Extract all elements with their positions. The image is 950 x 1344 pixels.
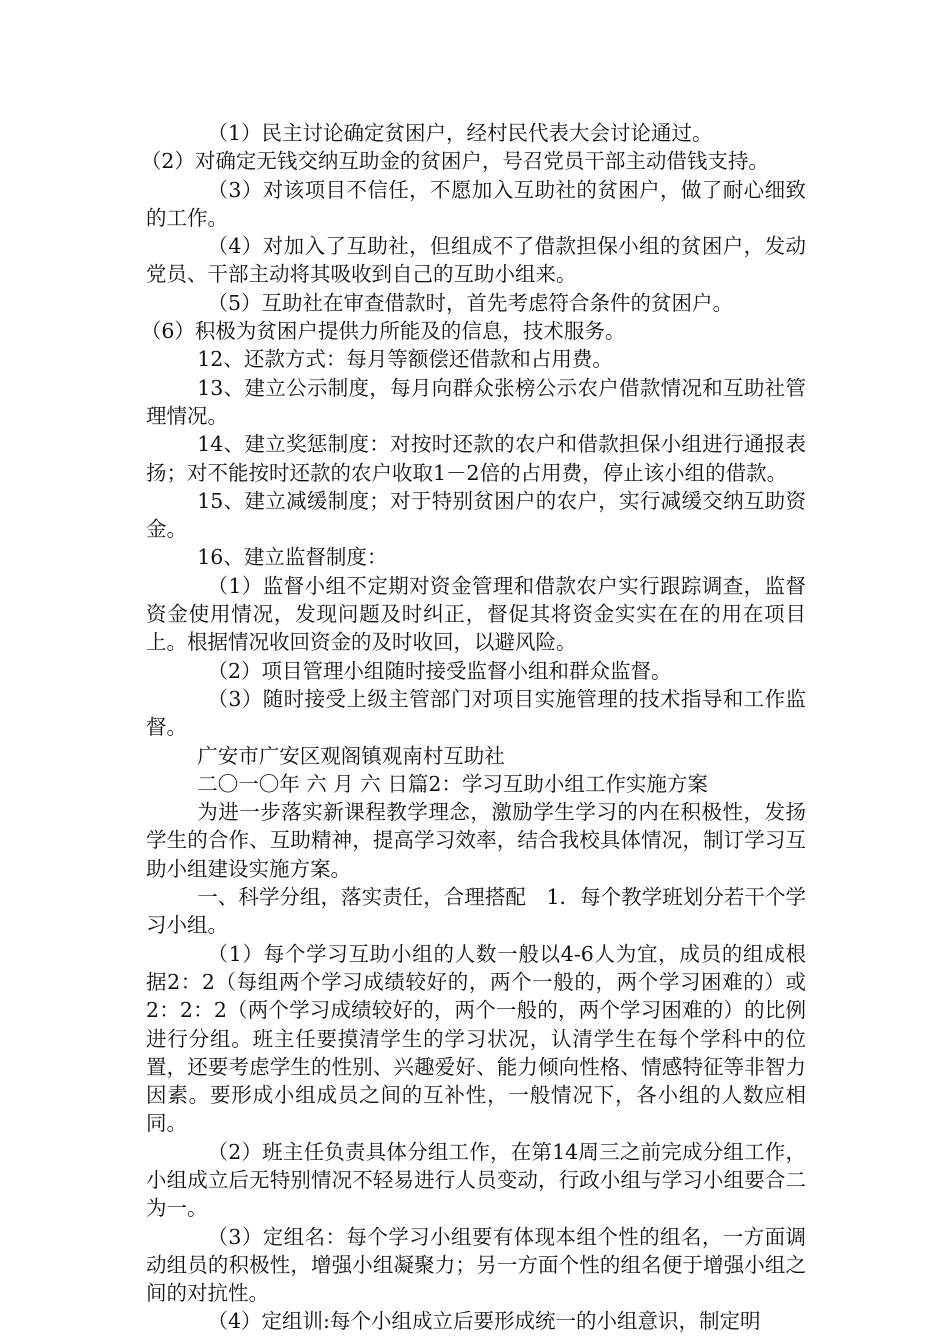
paragraph-1: （1）民主讨论确定贫困户，经村民代表大会讨论通过。 <box>207 121 713 145</box>
paragraph-14: （3）随时接受上级主管部门对项目实施管理的技术指导和工作监督。 <box>146 686 806 740</box>
paragraph-10: 15、建立减缓制度；对于特别贫困户的农户，实行减缓交纳互助资金。 <box>146 488 806 542</box>
paragraph-group-name: （3）定组名：每个学习小组要有体现本组个性的组名，一方面调动组员的积极性，增强小组凝聚力；另一方面个性的组名便于增强小组之间的对抗性。 <box>146 1224 806 1306</box>
paragraph-7: 12、还款方式：每月等额偿还借款和占用费。 <box>197 347 613 372</box>
paragraph-3: （3）对该项目不信任，不愿加入互助社的贫困户，做了耐心细致的工作。 <box>146 177 806 230</box>
paragraph-6: （6）积极为贫困户提供力所能及的信息，技术服务。 <box>140 319 626 344</box>
paragraph-2: （2）对确定无钱交纳互助金的贫困户，号召党员干部主动借钱支持。 <box>140 149 769 174</box>
paragraph-group-motto: （4）定组训:每个小组成立后要形成统一的小组意识，制定明 <box>207 1309 761 1334</box>
paragraph-intro: 为进一步落实新课程教学理念，激励学生学习的内在积极性，发扬学生的合作、互助精神，提高学习效率，结合我校具体情况，制订学习互助小组建设实施方案。 <box>146 800 806 881</box>
paragraph-8: 13、建立公示制度，每月向群众张榜公示农户借款情况和互助社管理情况。 <box>146 375 806 428</box>
paragraph-4: （4）对加入了互助社，但组成不了借款担保小组的贫困户，发动党员、干部主动将其吸收到自己的互助小组来。 <box>146 234 806 287</box>
paragraph-group-work: （2）班主任负责具体分组工作，在第14周三之前完成分组工作，小组成立后无特别情况不轻易进行人员变动，行政小组与学习小组要合二为一。 <box>146 1139 806 1221</box>
paragraph-13: （2）项目管理小组随时接受监督小组和群众监督。 <box>207 658 672 683</box>
section-heading-1: 一、科学分组，落实责任，合理搭配 1．每个教学班划分若干个学习小组。 <box>146 885 806 938</box>
signature-date-heading: 二〇一〇年 六 月 六 日篇2：学习互助小组工作实施方案 <box>197 771 708 796</box>
paragraph-12: （1）监督小组不定期对资金管理和借款农户实行跟踪调查，监督资金使用情况，发现问题及时纠正，督促其将资金实实在在的用在项目上。根据情况收回资金的及时收回，以避风险。 <box>146 573 806 655</box>
paragraph-9: 14、建立奖惩制度：对按时还款的农户和借款担保小组进行通报表扬；对不能按时还款的农户收取1－2倍的占用费，停止该小组的借款。 <box>146 432 806 485</box>
paragraph-5: （5）互助社在审查借款时，首先考虑符合条件的贫困户。 <box>207 290 734 315</box>
paragraph-11: 16、建立监督制度： <box>197 545 388 570</box>
document-body <box>140 119 806 1336</box>
signature-org: 广安市广安区观阁镇观南村互助社 <box>197 743 505 768</box>
paragraph-group-size: （1）每个学习互助小组的人数一般以4-6人为宜，成员的组成根据2：2（每组两个学习成绩较好的，两个一般的，两个学习困难的）或2：2：2（两个学习成绩较好的，两个一般的，两个学习困难的）的比例进行分组。班主任要摸清学生的学习状况，认清学生在每个学科中的位置，还要考虑学生的性别、兴趣爱好、能力倾向性格、情感特征等非智力因素。要形成小组成员之间的互补性，一般情况下，各小组的人数应相同。 <box>146 941 806 1136</box>
